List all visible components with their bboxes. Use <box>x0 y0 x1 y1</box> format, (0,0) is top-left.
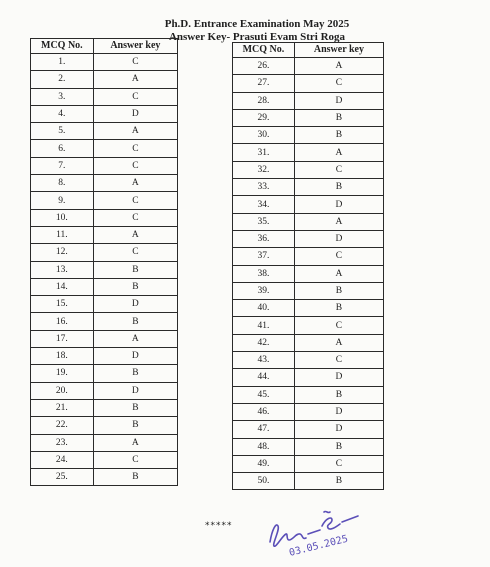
table-row <box>233 317 384 334</box>
mcq-number-cell: 41. <box>233 317 295 334</box>
table-row <box>31 105 178 122</box>
table-row <box>233 386 384 403</box>
table-row <box>31 330 178 347</box>
answer-key-cell: D <box>294 196 383 213</box>
mcq-number-cell: 31. <box>233 144 295 161</box>
table-row <box>233 196 384 213</box>
mcq-number-cell: 10. <box>31 209 94 226</box>
table-row <box>31 296 178 313</box>
mcq-number-cell: 37. <box>233 248 295 265</box>
column-header-answer-key: Answer key <box>93 39 177 54</box>
mcq-number-cell: 12. <box>31 244 94 261</box>
answer-key-cell: B <box>294 438 383 455</box>
signature-date: 03.05.2025 <box>288 533 350 559</box>
answer-key-cell: B <box>93 278 177 295</box>
answer-key-cell: C <box>93 140 177 157</box>
answer-key-table-right <box>232 42 384 490</box>
answer-key-cell: D <box>93 348 177 365</box>
answer-key-cell: D <box>294 92 383 109</box>
table-row <box>31 123 178 140</box>
mcq-number-cell: 4. <box>31 105 94 122</box>
mcq-number-cell: 9. <box>31 192 94 209</box>
answer-key-cell: D <box>93 382 177 399</box>
table-row <box>233 473 384 490</box>
table-row <box>31 417 178 434</box>
answer-key-cell: A <box>93 123 177 140</box>
table-row <box>233 144 384 161</box>
mcq-number-cell: 6. <box>31 140 94 157</box>
answer-key-cell: C <box>93 209 177 226</box>
column-header-answer-key: Answer key <box>294 43 383 58</box>
answer-key-cell: C <box>93 54 177 71</box>
mcq-number-cell: 14. <box>31 278 94 295</box>
table-row <box>233 438 384 455</box>
table-row <box>233 282 384 299</box>
answer-key-cell: B <box>93 469 177 486</box>
mcq-number-cell: 23. <box>31 434 94 451</box>
table-row <box>31 261 178 278</box>
table-row <box>233 213 384 230</box>
mcq-number-cell: 24. <box>31 451 94 468</box>
mcq-number-cell: 46. <box>233 403 295 420</box>
table-row <box>233 179 384 196</box>
table-body-left <box>31 54 178 486</box>
mcq-number-cell: 45. <box>233 386 295 403</box>
table-row <box>233 334 384 351</box>
mcq-number-cell: 18. <box>31 348 94 365</box>
mcq-number-cell: 29. <box>233 109 295 126</box>
mcq-number-cell: 47. <box>233 421 295 438</box>
mcq-number-cell: 11. <box>31 226 94 243</box>
end-marker: ***** <box>205 521 233 531</box>
mcq-number-cell: 1. <box>31 54 94 71</box>
table-row <box>31 71 178 88</box>
table-row <box>31 469 178 486</box>
table-row <box>31 54 178 71</box>
mcq-number-cell: 21. <box>31 399 94 416</box>
answer-key-cell: D <box>294 403 383 420</box>
answer-key-cell: A <box>93 330 177 347</box>
answer-key-cell: B <box>294 473 383 490</box>
mcq-number-cell: 39. <box>233 282 295 299</box>
answer-key-cell: A <box>93 434 177 451</box>
mcq-number-cell: 30. <box>233 127 295 144</box>
table-row <box>31 157 178 174</box>
table-row <box>31 399 178 416</box>
mcq-number-cell: 32. <box>233 161 295 178</box>
answer-key-cell: C <box>294 352 383 369</box>
answer-key-cell: A <box>294 144 383 161</box>
answer-key-cell: B <box>294 300 383 317</box>
mcq-number-cell: 20. <box>31 382 94 399</box>
table-row <box>233 352 384 369</box>
table-header-row <box>31 39 178 54</box>
table-row <box>233 265 384 282</box>
answer-key-cell: C <box>93 244 177 261</box>
answer-key-cell: B <box>93 365 177 382</box>
mcq-number-cell: 50. <box>233 473 295 490</box>
answer-key-cell: C <box>93 192 177 209</box>
table-row <box>31 348 178 365</box>
table-row <box>31 140 178 157</box>
mcq-number-cell: 48. <box>233 438 295 455</box>
answer-key-cell: A <box>294 58 383 75</box>
mcq-number-cell: 5. <box>31 123 94 140</box>
answer-key-cell: C <box>93 88 177 105</box>
table-row <box>233 127 384 144</box>
table-row <box>31 175 178 192</box>
answer-key-cell: A <box>294 334 383 351</box>
table-row <box>31 451 178 468</box>
mcq-number-cell: 27. <box>233 75 295 92</box>
table-row <box>233 455 384 472</box>
table-row <box>31 192 178 209</box>
mcq-number-cell: 17. <box>31 330 94 347</box>
mcq-number-cell: 16. <box>31 313 94 330</box>
table-row <box>233 248 384 265</box>
table-header-row <box>233 43 384 58</box>
answer-key-table-left <box>30 38 178 486</box>
answer-key-cell: B <box>93 399 177 416</box>
mcq-number-cell: 40. <box>233 300 295 317</box>
answer-key-cell: C <box>294 317 383 334</box>
table-row <box>31 226 178 243</box>
answer-key-cell: C <box>93 451 177 468</box>
answer-key-cell: B <box>93 313 177 330</box>
answer-key-cell: D <box>294 369 383 386</box>
mcq-number-cell: 2. <box>31 71 94 88</box>
table-row <box>233 92 384 109</box>
table-row <box>233 109 384 126</box>
answer-key-cell: C <box>294 248 383 265</box>
table-row <box>31 278 178 295</box>
mcq-number-cell: 38. <box>233 265 295 282</box>
table-row <box>233 403 384 420</box>
answer-key-cell: A <box>93 71 177 88</box>
answer-key-cell: C <box>294 75 383 92</box>
answer-key-cell: A <box>93 226 177 243</box>
table-row <box>31 434 178 451</box>
table-row <box>233 75 384 92</box>
answer-key-cell: A <box>93 175 177 192</box>
answer-key-cell: D <box>93 105 177 122</box>
table-body-right <box>233 58 384 490</box>
column-header-mcq-no: MCQ No. <box>31 39 94 54</box>
mcq-number-cell: 13. <box>31 261 94 278</box>
table-row <box>233 421 384 438</box>
answer-key-cell: B <box>294 386 383 403</box>
mcq-number-cell: 35. <box>233 213 295 230</box>
answer-key-cell: B <box>93 261 177 278</box>
answer-key-cell: A <box>294 265 383 282</box>
answer-key-cell: B <box>294 282 383 299</box>
mcq-number-cell: 43. <box>233 352 295 369</box>
answer-key-cell: B <box>294 179 383 196</box>
mcq-number-cell: 42. <box>233 334 295 351</box>
mcq-number-cell: 7. <box>31 157 94 174</box>
mcq-number-cell: 22. <box>31 417 94 434</box>
handwritten-signature <box>262 500 372 560</box>
answer-key-cell: D <box>294 230 383 247</box>
mcq-number-cell: 36. <box>233 230 295 247</box>
mcq-number-cell: 26. <box>233 58 295 75</box>
answer-key-cell: D <box>93 296 177 313</box>
table-row <box>31 313 178 330</box>
mcq-number-cell: 28. <box>233 92 295 109</box>
mcq-number-cell: 33. <box>233 179 295 196</box>
table-row <box>31 209 178 226</box>
answer-key-cell: B <box>294 109 383 126</box>
mcq-number-cell: 3. <box>31 88 94 105</box>
mcq-number-cell: 15. <box>31 296 94 313</box>
answer-key-cell: C <box>294 455 383 472</box>
document-title: Ph.D. Entrance Examination May 2025 <box>164 18 350 30</box>
table-row <box>233 58 384 75</box>
table-row <box>31 365 178 382</box>
answer-key-cell: A <box>294 213 383 230</box>
table-row <box>31 88 178 105</box>
document-subtitle: Answer Key- Prasuti Evam Stri Roga <box>168 31 346 43</box>
table-row <box>233 300 384 317</box>
table-row <box>233 230 384 247</box>
column-header-mcq-no: MCQ No. <box>233 43 295 58</box>
table-row <box>31 244 178 261</box>
table-row <box>31 382 178 399</box>
mcq-number-cell: 49. <box>233 455 295 472</box>
table-row <box>233 161 384 178</box>
answer-key-cell: D <box>294 421 383 438</box>
mcq-number-cell: 34. <box>233 196 295 213</box>
mcq-number-cell: 19. <box>31 365 94 382</box>
answer-key-cell: C <box>294 161 383 178</box>
table-row <box>233 369 384 386</box>
mcq-number-cell: 8. <box>31 175 94 192</box>
answer-key-cell: B <box>294 127 383 144</box>
answer-key-cell: C <box>93 157 177 174</box>
mcq-number-cell: 25. <box>31 469 94 486</box>
answer-key-cell: B <box>93 417 177 434</box>
mcq-number-cell: 44. <box>233 369 295 386</box>
